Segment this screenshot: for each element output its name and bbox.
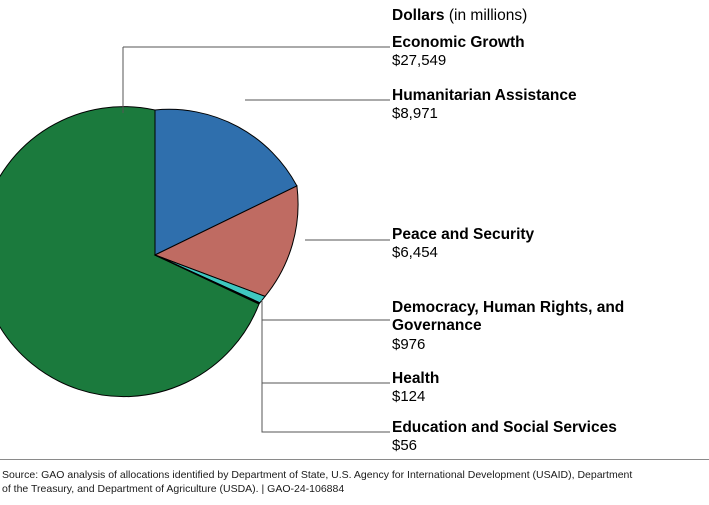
callout-health: [392, 370, 439, 406]
callout-education-social-services-value: $56: [392, 437, 418, 455]
chart-units-header-strong: Dollars: [392, 7, 445, 24]
leader-line-health: [262, 303, 390, 383]
callout-health-title: Health: [392, 370, 440, 387]
callout-humanitarian-assistance-title: Humanitarian Assistance: [392, 87, 577, 104]
source-note-line2: of the Treasury, and Department of Agriculture (USDA). | GAO-24-106884: [2, 483, 345, 496]
callout-democracy-human-rights-title: Democracy, Human Rights, and Governance: [392, 299, 625, 335]
callout-humanitarian-assistance: [392, 87, 577, 123]
callout-education-social-services-title: Education and Social Services: [392, 419, 617, 436]
callout-economic-growth-value: $27,549: [392, 52, 447, 70]
callout-education-social-services: [392, 419, 617, 455]
leader-line-education-social-services: [262, 304, 390, 432]
leader-line-democracy-human-rights: [262, 300, 390, 320]
callout-economic-growth: [392, 34, 525, 70]
callout-peace-and-security: [392, 226, 534, 262]
footer-divider: [0, 459, 709, 460]
callout-democracy-human-rights: [392, 299, 662, 353]
callout-humanitarian-assistance-value: $8,971: [392, 105, 438, 123]
chart-units-header-light: (in millions): [444, 7, 528, 24]
source-note-line1: Source: GAO analysis of allocations identified by Department of State, U.S. Agency for International Development (USAID), Department: [2, 469, 633, 481]
callout-health-value: $124: [392, 388, 426, 406]
callout-economic-growth-title: Economic Growth: [392, 34, 525, 51]
callout-peace-and-security-value: $6,454: [392, 244, 438, 262]
chart-units-header: [392, 7, 527, 25]
callout-democracy-human-rights-value: $976: [392, 335, 426, 353]
source-note: [2, 468, 702, 496]
callout-peace-and-security-title: Peace and Security: [392, 226, 535, 243]
